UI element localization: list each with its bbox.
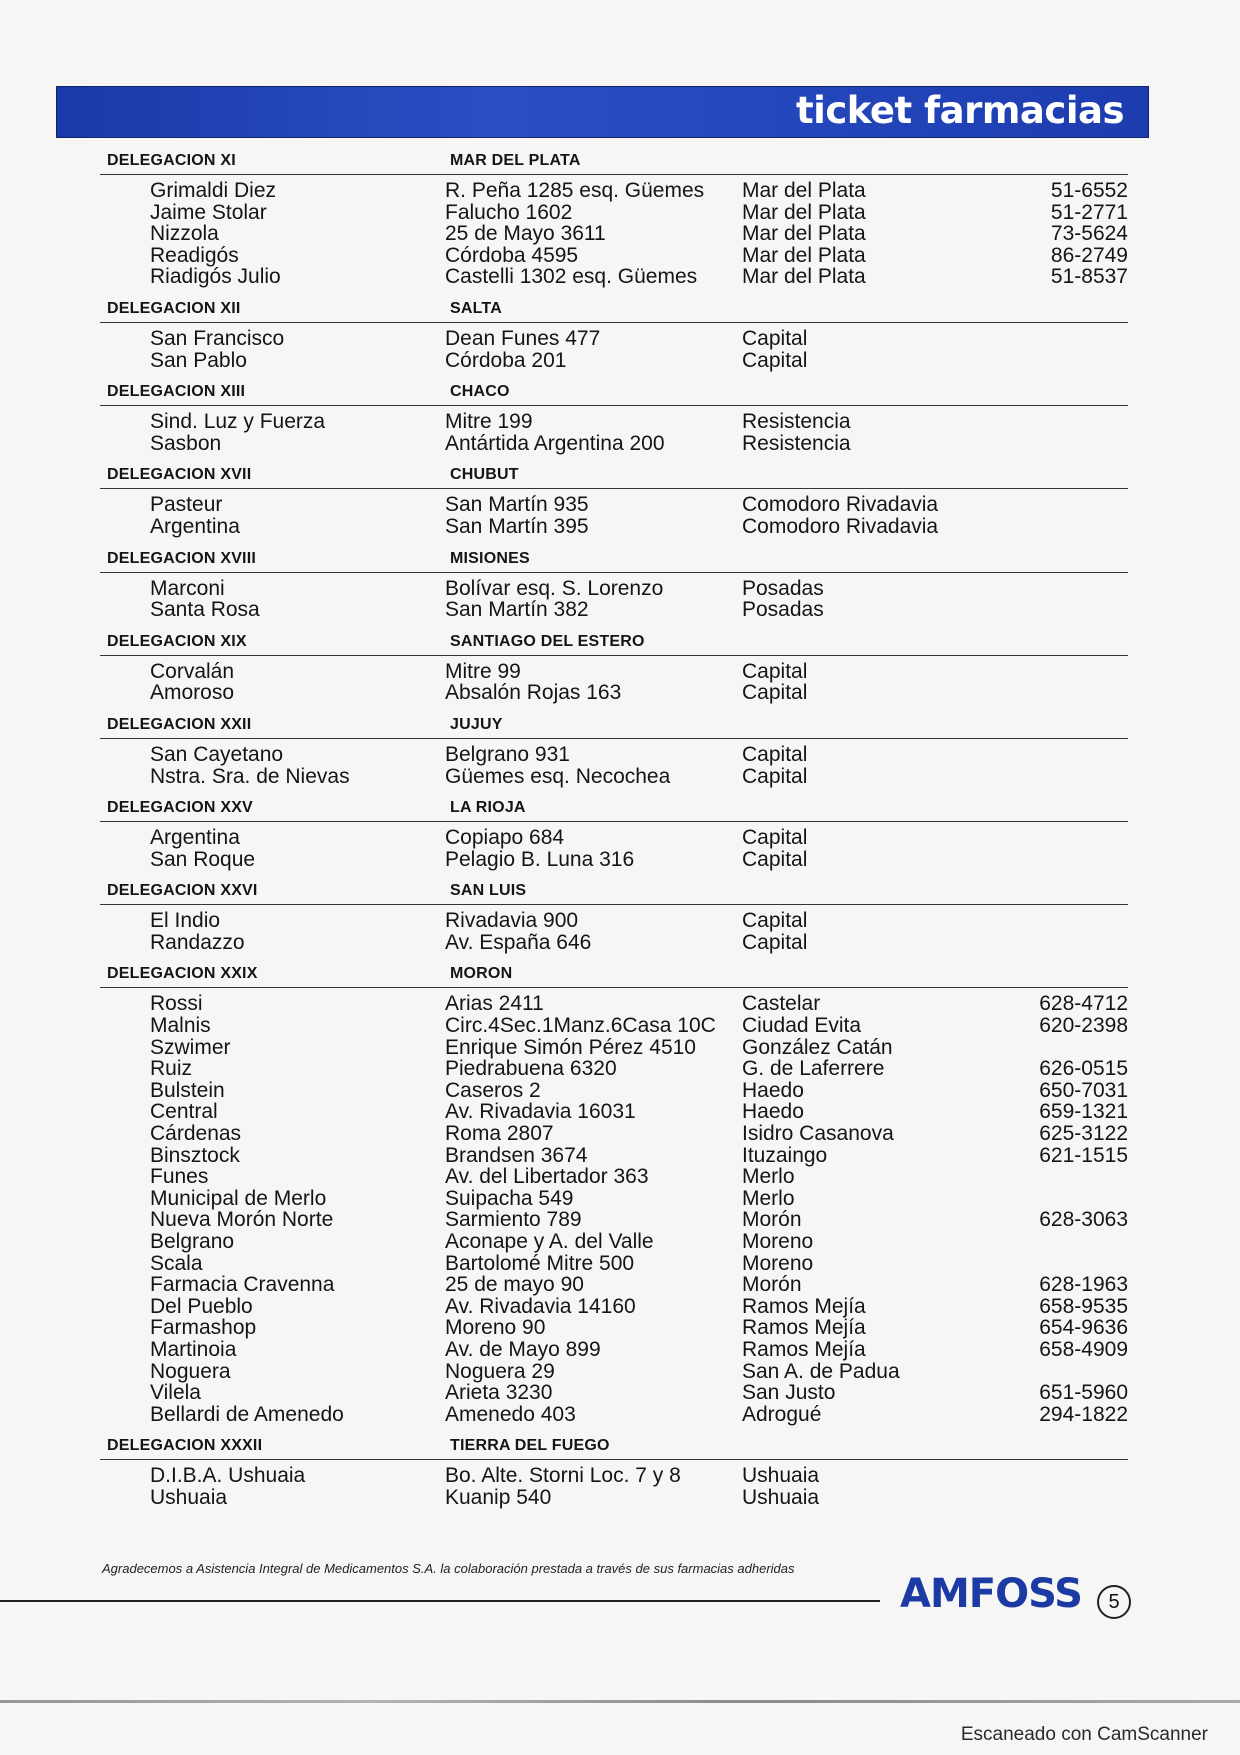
pharmacy-name: Pasteur bbox=[150, 493, 223, 517]
pharmacy-row bbox=[100, 1253, 1128, 1275]
pharmacy-city: Posadas bbox=[742, 598, 824, 622]
pharmacy-row bbox=[100, 849, 1128, 871]
province-title: LA RIOJA bbox=[450, 799, 526, 817]
pharmacy-city: Ituzaingo bbox=[742, 1143, 828, 1167]
pharmacy-phone: 628-4712 bbox=[1039, 992, 1128, 1016]
pharmacy-row bbox=[100, 1037, 1128, 1059]
delegation-section bbox=[100, 1431, 1128, 1514]
pharmacy-city: Castelar bbox=[742, 992, 821, 1016]
province-title: JUJUY bbox=[450, 715, 503, 733]
page-number: 5 bbox=[1097, 1585, 1131, 1619]
province-title: MISIONES bbox=[450, 549, 530, 567]
pharmacy-address: Copiapo 684 bbox=[445, 826, 565, 850]
footer-divider bbox=[0, 1600, 880, 1602]
pharmacy-address: Av. del Libertador 363 bbox=[445, 1165, 649, 1189]
pharmacy-phone: 51-8537 bbox=[1050, 265, 1128, 289]
pharmacy-address: Arias 2411 bbox=[445, 992, 544, 1016]
pharmacy-phone: 658-4909 bbox=[1039, 1337, 1128, 1361]
pharmacy-address: Circ.4Sec.1Manz.6Casa 10C bbox=[445, 1014, 716, 1038]
pharmacy-name: Central bbox=[150, 1100, 218, 1124]
pharmacy-row bbox=[100, 266, 1128, 288]
pharmacy-name: Marconi bbox=[150, 576, 225, 600]
pharmacy-name: Cárdenas bbox=[150, 1122, 242, 1146]
delegation-section bbox=[100, 294, 1128, 377]
pharmacy-name: Amoroso bbox=[150, 681, 235, 705]
delegation-section bbox=[100, 876, 1128, 959]
pharmacy-row bbox=[100, 1209, 1128, 1231]
pharmacy-city: Ramos Mejía bbox=[742, 1337, 866, 1361]
pharmacy-city: Posadas bbox=[742, 576, 824, 600]
pharmacy-name: Nstra. Sra. de Nievas bbox=[150, 764, 350, 788]
pharmacy-address: Córdoba 201 bbox=[445, 348, 567, 372]
pharmacy-city: San A. de Padua bbox=[742, 1359, 900, 1383]
brand-logo: AMFOSS bbox=[900, 1571, 1082, 1617]
pharmacy-name: D.I.B.A. Ushuaia bbox=[150, 1464, 306, 1488]
pharmacy-address: Suipacha 549 bbox=[445, 1186, 574, 1210]
delegation-title: DELEGACION XI bbox=[107, 152, 236, 169]
pharmacy-city: González Catán bbox=[742, 1035, 893, 1059]
pharmacy-phone: 628-3063 bbox=[1039, 1208, 1128, 1232]
pharmacy-address: R. Peña 1285 esq. Güemes bbox=[445, 179, 705, 202]
pharmacy-city: Capital bbox=[742, 659, 808, 683]
pharmacy-name: Funes bbox=[150, 1165, 209, 1189]
pharmacy-phone: 625-3122 bbox=[1039, 1122, 1128, 1146]
section-header bbox=[100, 793, 1128, 822]
pharmacy-address: Güemes esq. Necochea bbox=[445, 764, 671, 788]
pharmacy-row bbox=[100, 516, 1128, 538]
pharmacy-city: Ramos Mejía bbox=[742, 1316, 866, 1340]
pharmacy-city: Ushuaia bbox=[742, 1485, 820, 1509]
pharmacy-address: Av. Rivadavia 16031 bbox=[445, 1100, 636, 1124]
pharmacy-city: Capital bbox=[742, 326, 808, 350]
pharmacy-city: Merlo bbox=[742, 1186, 795, 1210]
pharmacy-city: Comodoro Rivadavia bbox=[742, 493, 939, 517]
pharmacy-phone: 658-9535 bbox=[1039, 1294, 1128, 1318]
pharmacy-name: Grimaldi Diez bbox=[150, 179, 277, 202]
pharmacy-city: G. de Laferrere bbox=[742, 1057, 885, 1081]
pharmacy-name: Szwimer bbox=[150, 1035, 231, 1059]
pharmacy-address: Av. España 646 bbox=[445, 930, 592, 954]
section-header bbox=[100, 377, 1128, 406]
pharmacy-row bbox=[100, 328, 1128, 350]
pharmacy-name: San Cayetano bbox=[150, 742, 284, 766]
province-title: SAN LUIS bbox=[450, 882, 527, 900]
pharmacy-row bbox=[100, 1487, 1128, 1509]
pharmacy-address: Enrique Simón Pérez 4510 bbox=[445, 1035, 696, 1059]
pharmacy-city: Mar del Plata bbox=[742, 179, 866, 202]
section-header bbox=[100, 627, 1128, 656]
pharmacy-name: Bellardi de Amenedo bbox=[150, 1402, 344, 1426]
province-title: SALTA bbox=[450, 299, 502, 317]
delegation-title: DELEGACION XXII bbox=[107, 715, 252, 733]
province-title: SANTIAGO DEL ESTERO bbox=[450, 632, 645, 650]
delegation-section bbox=[100, 710, 1128, 793]
pharmacy-city: Ramos Mejía bbox=[742, 1294, 866, 1318]
pharmacy-name: Ushuaia bbox=[150, 1485, 228, 1509]
pharmacy-address: 25 de Mayo 3611 bbox=[445, 222, 606, 246]
pharmacy-row bbox=[100, 1317, 1128, 1339]
pharmacy-address: Caseros 2 bbox=[445, 1078, 541, 1102]
pharmacy-city: Comodoro Rivadavia bbox=[742, 514, 939, 538]
pharmacy-address: Castelli 1302 esq. Güemes bbox=[445, 265, 698, 289]
pharmacy-row bbox=[100, 766, 1128, 788]
pharmacy-row bbox=[100, 1015, 1128, 1037]
section-header bbox=[100, 294, 1128, 323]
pharmacy-phone: 659-1321 bbox=[1039, 1100, 1128, 1124]
pharmacy-name: Santa Rosa bbox=[150, 598, 260, 622]
delegation-title: DELEGACION XIII bbox=[107, 383, 246, 401]
province-title: CHUBUT bbox=[450, 466, 519, 484]
pharmacy-city: Capital bbox=[742, 847, 808, 871]
delegation-section bbox=[100, 146, 1128, 294]
pharmacy-phone: 621-1515 bbox=[1039, 1143, 1128, 1167]
pharmacy-city: Ushuaia bbox=[742, 1464, 820, 1488]
pharmacy-city: San Justo bbox=[742, 1381, 836, 1405]
delegation-title: DELEGACION XVII bbox=[107, 466, 252, 484]
pharmacy-phone: 628-1963 bbox=[1039, 1273, 1128, 1297]
pharmacy-address: San Martín 395 bbox=[445, 514, 589, 538]
pharmacy-directory bbox=[100, 146, 1128, 1515]
pharmacy-phone: 626-0515 bbox=[1039, 1057, 1128, 1081]
pharmacy-name: Riadigós Julio bbox=[150, 265, 281, 289]
pharmacy-name: El Indio bbox=[150, 909, 221, 933]
header-title: ticket farmacias bbox=[795, 89, 1124, 132]
pharmacy-address: Bolívar esq. S. Lorenzo bbox=[445, 576, 664, 600]
pharmacy-address: Mitre 199 bbox=[445, 410, 533, 434]
pharmacy-address: Absalón Rojas 163 bbox=[445, 681, 622, 705]
scan-edge-divider bbox=[0, 1700, 1240, 1703]
pharmacy-address: 25 de mayo 90 bbox=[445, 1273, 584, 1297]
pharmacy-name: Malnis bbox=[150, 1014, 211, 1038]
section-header bbox=[100, 1431, 1128, 1460]
pharmacy-name: Corvalán bbox=[150, 659, 235, 683]
pharmacy-name: Rossi bbox=[150, 992, 203, 1016]
section-header bbox=[100, 544, 1128, 573]
section-header bbox=[100, 959, 1128, 988]
pharmacy-phone: 51-2771 bbox=[1050, 200, 1128, 224]
delegation-title: DELEGACION XXXII bbox=[107, 1437, 263, 1455]
pharmacy-row bbox=[100, 993, 1128, 1015]
pharmacy-name: Scala bbox=[150, 1251, 203, 1275]
delegation-section bbox=[100, 460, 1128, 543]
pharmacy-city: Morón bbox=[742, 1273, 802, 1297]
pharmacy-phone: 51-6552 bbox=[1050, 179, 1128, 202]
pharmacy-city: Morón bbox=[742, 1208, 802, 1232]
pharmacy-row bbox=[100, 1188, 1128, 1210]
pharmacy-row bbox=[100, 827, 1128, 849]
pharmacy-address: Amenedo 403 bbox=[445, 1402, 576, 1426]
pharmacy-row bbox=[100, 1166, 1128, 1188]
pharmacy-address: Falucho 1602 bbox=[445, 200, 573, 224]
section-header bbox=[100, 460, 1128, 489]
pharmacy-phone: 654-9636 bbox=[1039, 1316, 1128, 1340]
pharmacy-row bbox=[100, 1080, 1128, 1102]
pharmacy-city: Capital bbox=[742, 742, 808, 766]
pharmacy-address: Aconape y A. del Valle bbox=[445, 1230, 654, 1253]
pharmacy-city: Moreno bbox=[742, 1251, 814, 1275]
pharmacy-city: Isidro Casanova bbox=[742, 1122, 894, 1146]
pharmacy-name: Ruiz bbox=[150, 1057, 193, 1081]
pharmacy-address: Brandsen 3674 bbox=[445, 1143, 588, 1167]
pharmacy-address: Bo. Alte. Storni Loc. 7 y 8 bbox=[445, 1464, 681, 1488]
pharmacy-name: Nizzola bbox=[150, 222, 219, 246]
pharmacy-name: Bulstein bbox=[150, 1078, 225, 1102]
pharmacy-address: Bartolomé Mitre 500 bbox=[445, 1251, 635, 1275]
delegation-title: DELEGACION XXIX bbox=[107, 965, 258, 983]
pharmacy-name: Vilela bbox=[150, 1381, 201, 1405]
pharmacy-address: Kuanip 540 bbox=[445, 1485, 552, 1509]
pharmacy-row bbox=[100, 223, 1128, 245]
pharmacy-address: Mitre 99 bbox=[445, 659, 521, 683]
pharmacy-name: Del Pueblo bbox=[150, 1294, 253, 1318]
pharmacy-city: Ciudad Evita bbox=[742, 1014, 862, 1038]
pharmacy-address: Córdoba 4595 bbox=[445, 243, 579, 267]
pharmacy-city: Capital bbox=[742, 764, 808, 788]
pharmacy-name: Sasbon bbox=[150, 431, 222, 455]
pharmacy-address: Dean Funes 477 bbox=[445, 326, 601, 350]
pharmacy-city: Adrogué bbox=[742, 1402, 822, 1426]
pharmacy-address: Belgrano 931 bbox=[445, 742, 570, 766]
pharmacy-row bbox=[100, 433, 1128, 455]
pharmacy-address: Av. Rivadavia 14160 bbox=[445, 1294, 636, 1318]
delegation-section bbox=[100, 959, 1128, 1431]
pharmacy-name: San Francisco bbox=[150, 326, 285, 350]
pharmacy-row bbox=[100, 1231, 1128, 1253]
pharmacy-row bbox=[100, 1382, 1128, 1404]
pharmacy-address: Av. de Mayo 899 bbox=[445, 1337, 601, 1361]
pharmacy-name: San Roque bbox=[150, 847, 256, 871]
pharmacy-city: Merlo bbox=[742, 1165, 795, 1189]
delegation-title: DELEGACION XXV bbox=[107, 799, 253, 817]
pharmacy-city: Capital bbox=[742, 826, 808, 850]
pharmacy-row bbox=[100, 1404, 1128, 1426]
pharmacy-name: Farmashop bbox=[150, 1316, 257, 1340]
delegation-section bbox=[100, 544, 1128, 627]
pharmacy-city: Haedo bbox=[742, 1100, 804, 1124]
section-header bbox=[100, 710, 1128, 739]
pharmacy-address: San Martín 935 bbox=[445, 493, 589, 517]
pharmacy-city: Capital bbox=[742, 930, 808, 954]
pharmacy-address: Antártida Argentina 200 bbox=[445, 431, 665, 455]
pharmacy-phone: 620-2398 bbox=[1039, 1014, 1128, 1038]
pharmacy-name: Martinoia bbox=[150, 1337, 237, 1361]
delegation-section bbox=[100, 627, 1128, 710]
pharmacy-row bbox=[100, 682, 1128, 704]
pharmacy-address: Sarmiento 789 bbox=[445, 1208, 582, 1232]
pharmacy-address: Piedrabuena 6320 bbox=[445, 1057, 617, 1081]
pharmacy-row bbox=[100, 180, 1128, 202]
delegation-section bbox=[100, 793, 1128, 876]
pharmacy-name: Nueva Morón Norte bbox=[150, 1208, 334, 1232]
delegation-title: DELEGACION XVIII bbox=[107, 549, 256, 567]
pharmacy-city: Capital bbox=[742, 348, 808, 372]
pharmacy-row bbox=[100, 350, 1128, 372]
pharmacy-city: Resistencia bbox=[742, 410, 851, 434]
pharmacy-name: Sind. Luz y Fuerza bbox=[150, 410, 326, 434]
pharmacy-city: Mar del Plata bbox=[742, 222, 866, 246]
pharmacy-address: Noguera 29 bbox=[445, 1359, 555, 1383]
pharmacy-city: Moreno bbox=[742, 1230, 814, 1253]
pharmacy-city: Mar del Plata bbox=[742, 265, 866, 289]
section-header bbox=[100, 146, 1128, 175]
pharmacy-city: Resistencia bbox=[742, 431, 851, 455]
delegation-title: DELEGACION XII bbox=[107, 299, 241, 317]
pharmacy-name: Readigós bbox=[150, 243, 239, 267]
pharmacy-row bbox=[100, 744, 1128, 766]
pharmacy-row bbox=[100, 1361, 1128, 1383]
pharmacy-name: Farmacia Cravenna bbox=[150, 1273, 335, 1297]
section-header bbox=[100, 876, 1128, 905]
pharmacy-name: Belgrano bbox=[150, 1230, 235, 1253]
delegation-title: DELEGACION XIX bbox=[107, 632, 247, 650]
pharmacy-row bbox=[100, 411, 1128, 433]
pharmacy-name: Binsztock bbox=[150, 1143, 240, 1167]
pharmacy-address: San Martín 382 bbox=[445, 598, 589, 622]
pharmacy-name: Argentina bbox=[150, 514, 240, 538]
pharmacy-phone: 294-1822 bbox=[1039, 1402, 1128, 1426]
pharmacy-phone: 73-5624 bbox=[1050, 222, 1128, 246]
delegation-section bbox=[100, 377, 1128, 460]
pharmacy-row bbox=[100, 1465, 1128, 1487]
pharmacy-name: Noguera bbox=[150, 1359, 231, 1383]
pharmacy-address: Pelagio B. Luna 316 bbox=[445, 847, 635, 871]
pharmacy-city: Mar del Plata bbox=[742, 243, 866, 267]
pharmacy-address: Roma 2807 bbox=[445, 1122, 554, 1146]
pharmacy-row bbox=[100, 1145, 1128, 1167]
header-banner bbox=[56, 86, 1149, 138]
pharmacy-name: Randazzo bbox=[150, 930, 245, 954]
pharmacy-name: Municipal de Merlo bbox=[150, 1186, 327, 1210]
pharmacy-address: Rivadavia 900 bbox=[445, 909, 579, 933]
pharmacy-name: Argentina bbox=[150, 826, 240, 850]
pharmacy-row bbox=[100, 932, 1128, 954]
pharmacy-row bbox=[100, 1339, 1128, 1361]
pharmacy-row bbox=[100, 494, 1128, 516]
pharmacy-row bbox=[100, 578, 1128, 600]
pharmacy-city: Capital bbox=[742, 909, 808, 933]
pharmacy-city: Haedo bbox=[742, 1078, 804, 1102]
province-title: CHACO bbox=[450, 383, 510, 401]
pharmacy-phone: 651-5960 bbox=[1039, 1381, 1128, 1405]
pharmacy-row bbox=[100, 1101, 1128, 1123]
pharmacy-city: Capital bbox=[742, 681, 808, 705]
pharmacy-phone: 86-2749 bbox=[1050, 243, 1128, 267]
pharmacy-address: Moreno 90 bbox=[445, 1316, 546, 1340]
pharmacy-name: Jaime Stolar bbox=[150, 200, 267, 224]
pharmacy-row bbox=[100, 202, 1128, 224]
pharmacy-row bbox=[100, 661, 1128, 683]
scan-credit: Escaneado con CamScanner bbox=[960, 1724, 1208, 1745]
province-title: MORON bbox=[450, 965, 513, 983]
pharmacy-row bbox=[100, 910, 1128, 932]
pharmacy-row bbox=[100, 245, 1128, 267]
pharmacy-address: Arieta 3230 bbox=[445, 1381, 553, 1405]
province-title: TIERRA DEL FUEGO bbox=[450, 1437, 610, 1455]
pharmacy-row bbox=[100, 1058, 1128, 1080]
delegation-title: DELEGACION XXVI bbox=[107, 882, 258, 900]
pharmacy-row bbox=[100, 599, 1128, 621]
pharmacy-phone: 650-7031 bbox=[1039, 1078, 1128, 1102]
pharmacy-city: Mar del Plata bbox=[742, 200, 866, 224]
province-title: MAR DEL PLATA bbox=[450, 152, 581, 169]
footer-note: Agradecemos a Asistencia Integral de Medicamentos S.A. la colaboración prestada a través de sus farmacias adheridas bbox=[102, 1561, 795, 1576]
pharmacy-row bbox=[100, 1123, 1128, 1145]
pharmacy-row bbox=[100, 1274, 1128, 1296]
pharmacy-row bbox=[100, 1296, 1128, 1318]
pharmacy-name: San Pablo bbox=[150, 348, 247, 372]
